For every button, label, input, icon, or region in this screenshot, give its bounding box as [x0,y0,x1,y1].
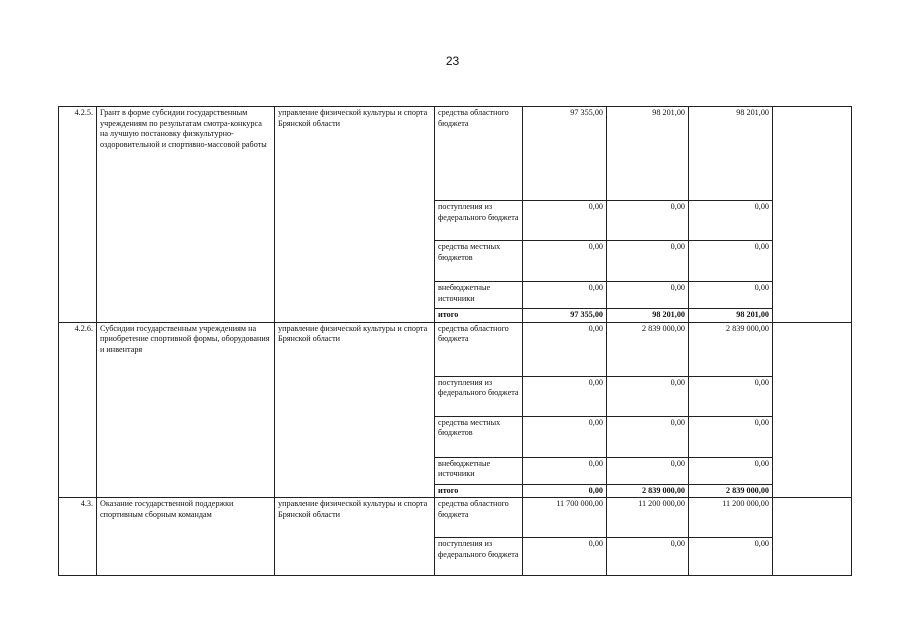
page-number: 23 [445,54,460,68]
funding-source: средства областного бюджета [435,107,523,201]
value-year-2: 11 200 000,00 [607,498,689,538]
value-year-2: 0,00 [607,457,689,484]
item-executor: управление физической культуры и спорта Брянской области [275,498,435,576]
value-year-1: 0,00 [523,416,607,457]
item-executor: управление физической культуры и спорта Брянской области [275,107,435,323]
value-year-2: 0,00 [607,282,689,309]
value-year-1: 0,00 [523,484,607,498]
value-year-3: 0,00 [689,282,773,309]
value-year-2: 2 839 000,00 [607,484,689,498]
table-row [59,322,852,376]
value-year-1: 0,00 [523,457,607,484]
funding-source: поступления из федерального бюджета [435,376,523,416]
funding-source: поступления из федерального бюджета [435,538,523,576]
value-year-2: 2 839 000,00 [607,322,689,376]
item-name: Оказание государственной поддержки спортивным сборным командам [97,498,275,576]
value-year-2: 0,00 [607,538,689,576]
item-code: 4.3. [59,498,97,576]
value-year-2: 0,00 [607,201,689,241]
value-year-1: 0,00 [523,376,607,416]
value-year-1: 11 700 000,00 [523,498,607,538]
funding-source: поступления из федерального бюджета [435,201,523,241]
funding-source: средства областного бюджета [435,498,523,538]
value-year-1: 0,00 [523,322,607,376]
item-name: Субсидии государственным учреждениям на приобретение спортивной формы, оборудования и инвентаря [97,322,275,498]
value-year-3: 0,00 [689,201,773,241]
budget-table [58,106,852,576]
value-year-1: 0,00 [523,201,607,241]
value-year-1: 0,00 [523,282,607,309]
value-year-2: 0,00 [607,416,689,457]
value-year-1: 0,00 [523,538,607,576]
empty-cell [773,322,852,498]
table-row [59,107,852,201]
empty-cell [773,498,852,576]
value-year-3: 11 200 000,00 [689,498,773,538]
item-executor: управление физической культуры и спорта Брянской области [275,322,435,498]
value-year-3: 0,00 [689,416,773,457]
value-year-2: 98 201,00 [607,107,689,201]
value-year-2: 98 201,00 [607,309,689,323]
funding-source: итого [435,309,523,323]
value-year-3: 98 201,00 [689,107,773,201]
funding-source: средства местных бюджетов [435,241,523,282]
value-year-3: 98 201,00 [689,309,773,323]
item-name: Грант в форме субсидии государственным учреждениям по результатам смотра-конкурса на лучшую постановку физкультурно-оздоровительной и спортивно-массовой работы [97,107,275,323]
funding-source: внебюджетные источники [435,282,523,309]
value-year-3: 0,00 [689,457,773,484]
empty-cell [773,107,852,323]
funding-source: внебюджетные источники [435,457,523,484]
value-year-1: 0,00 [523,241,607,282]
value-year-3: 0,00 [689,241,773,282]
value-year-3: 2 839 000,00 [689,484,773,498]
value-year-3: 2 839 000,00 [689,322,773,376]
value-year-1: 97 355,00 [523,107,607,201]
value-year-2: 0,00 [607,241,689,282]
value-year-1: 97 355,00 [523,309,607,323]
funding-source: средства областного бюджета [435,322,523,376]
value-year-2: 0,00 [607,376,689,416]
value-year-3: 0,00 [689,376,773,416]
table-row [59,498,852,538]
funding-source: средства местных бюджетов [435,416,523,457]
item-code: 4.2.6. [59,322,97,498]
item-code: 4.2.5. [59,107,97,323]
funding-source: итого [435,484,523,498]
value-year-3: 0,00 [689,538,773,576]
